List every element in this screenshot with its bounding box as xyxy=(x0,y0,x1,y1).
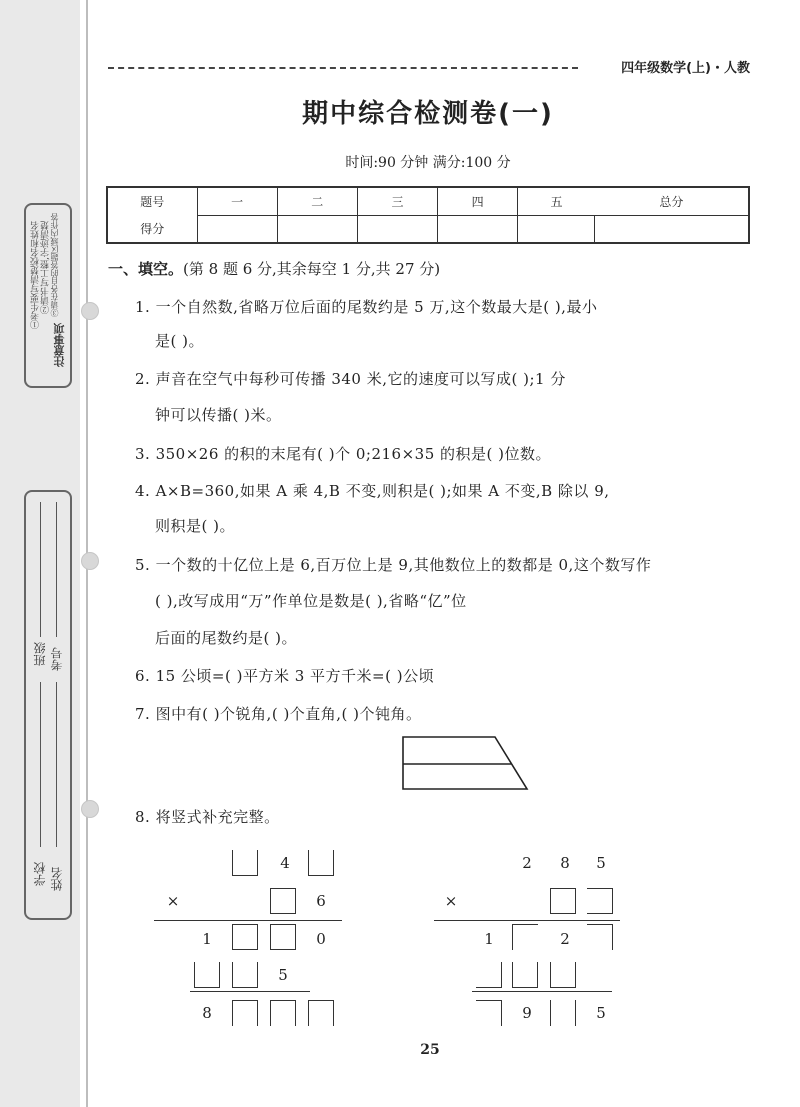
score-input[interactable] xyxy=(357,215,437,243)
digit-box[interactable] xyxy=(476,1000,502,1026)
question-4: 4. A×B=360,如果 A 乘 4,B 不变,则积是( );如果 A 不变,B 除以 9, xyxy=(135,482,610,500)
trapezoid-shape xyxy=(403,737,527,789)
section-note: (第 8 题 6 分,其余每空 1 分,共 27 分) xyxy=(183,260,441,278)
sum-line xyxy=(190,991,310,992)
score-cell: 题号 xyxy=(107,187,197,215)
digit-box[interactable] xyxy=(270,888,296,914)
score-input[interactable] xyxy=(277,215,357,243)
score-input[interactable] xyxy=(518,215,595,243)
question-1: 1. 一个自然数,省略万位后面的尾数约是 5 万,这个数最大是( ),最小 xyxy=(135,298,598,316)
score-cell: 五 xyxy=(518,187,595,215)
digit: 1 xyxy=(484,930,494,948)
page-number: 25 xyxy=(420,1042,440,1058)
digit-box[interactable] xyxy=(550,1000,576,1026)
score-cell: 得分 xyxy=(107,215,197,243)
section-heading xyxy=(108,258,440,279)
section-title: 一、填空。 xyxy=(108,260,184,278)
score-input[interactable] xyxy=(438,215,518,243)
score-input[interactable] xyxy=(197,215,277,243)
digit-box[interactable] xyxy=(232,962,258,988)
score-cell: 四 xyxy=(438,187,518,215)
question-5-cont: ( ),改写成用“万”作单位是数是( ),省略“亿”位 xyxy=(155,592,467,610)
notes-line: ②请书写工整,字迹清楚 xyxy=(41,221,51,314)
notes-line: ③请在各自的答题区域内作答 xyxy=(50,213,59,317)
digit-box[interactable] xyxy=(270,924,296,950)
digit: 8 xyxy=(202,1004,212,1022)
digit: 2 xyxy=(522,854,532,872)
question-2-cont: 钟可以传播( )米。 xyxy=(155,406,282,424)
score-cell: 总分 xyxy=(595,187,749,215)
page-title: 期中综合检测卷(一) xyxy=(302,99,554,129)
digit-box[interactable] xyxy=(512,924,538,950)
digit: 5 xyxy=(596,1004,606,1022)
digit: 5 xyxy=(278,966,288,984)
question-5: 5. 一个数的十亿位上是 6,百万位上是 9,其他数位上的数都是 0,这个数写作 xyxy=(135,556,652,574)
digit-box[interactable] xyxy=(587,924,613,950)
score-cell: 二 xyxy=(277,187,357,215)
fill-line xyxy=(40,682,41,847)
question-7: 7. 图中有( )个锐角,( )个直角,( )个钝角。 xyxy=(135,705,422,723)
score-cell: 三 xyxy=(357,187,437,215)
header-dash-line xyxy=(108,67,578,69)
score-header-row xyxy=(107,187,749,215)
exam-number-label: 考号 xyxy=(50,647,64,671)
notes-title: 注意事项 xyxy=(53,323,66,367)
digit-box[interactable] xyxy=(232,850,258,876)
digit-box[interactable] xyxy=(308,1000,334,1026)
fill-line xyxy=(56,682,57,847)
digit-box[interactable] xyxy=(232,924,258,950)
digit: 5 xyxy=(596,854,606,872)
sum-line xyxy=(472,991,612,992)
digit-box[interactable] xyxy=(512,962,538,988)
score-table xyxy=(106,186,750,244)
digit-box[interactable] xyxy=(232,1000,258,1026)
series-label: 四年级数学(上)・人教 xyxy=(621,61,750,76)
fill-line xyxy=(56,502,57,637)
digit: 6 xyxy=(316,892,326,910)
exam-info: 时间:90 分钟 满分:100 分 xyxy=(345,155,511,171)
question-8: 8. 将竖式补充完整。 xyxy=(135,808,280,826)
digit: 4 xyxy=(280,854,290,872)
score-cell: 一 xyxy=(197,187,277,215)
digit-box[interactable] xyxy=(587,888,613,914)
digit-box[interactable] xyxy=(194,962,220,988)
student-info-panel xyxy=(24,490,72,920)
punch-hole xyxy=(81,302,99,320)
notes-panel xyxy=(24,203,72,388)
result-line xyxy=(154,920,342,921)
notes-line: ①考生要写清楚校名和姓名 xyxy=(31,221,41,329)
digit: 9 xyxy=(522,1004,532,1022)
question-4-cont: 则积是( )。 xyxy=(155,517,235,535)
angle-figure xyxy=(400,735,530,791)
class-label: 班级 xyxy=(33,642,47,666)
digit-box[interactable] xyxy=(476,962,502,988)
digit-box[interactable] xyxy=(550,888,576,914)
digit-box[interactable] xyxy=(550,962,576,988)
fill-line xyxy=(40,502,41,637)
digit-box[interactable] xyxy=(270,1000,296,1026)
digit-box[interactable] xyxy=(308,850,334,876)
digit: 2 xyxy=(560,930,570,948)
question-3: 3. 350×26 的积的末尾有( )个 0;216×35 的积是( )位数。 xyxy=(135,445,551,463)
digit: 1 xyxy=(202,930,212,948)
multiply-sign: × xyxy=(166,892,180,910)
name-label: 姓名 xyxy=(50,867,64,891)
result-line xyxy=(434,920,620,921)
question-5-cont: 后面的尾数约是( )。 xyxy=(155,629,297,647)
score-value-row xyxy=(107,215,749,243)
score-input[interactable] xyxy=(595,215,749,243)
question-1-cont: 是( )。 xyxy=(155,332,204,350)
vertical-multiplication-left xyxy=(150,846,345,1031)
digit: 0 xyxy=(316,930,326,948)
question-2: 2. 声音在空气中每秒可传播 340 米,它的速度可以写成( );1 分 xyxy=(135,370,566,388)
question-6: 6. 15 公顷=( )平方米 3 平方千米=( )公顷 xyxy=(135,667,435,685)
punch-hole xyxy=(81,552,99,570)
school-label: 学校 xyxy=(33,862,47,886)
vertical-multiplication-right xyxy=(432,846,627,1031)
punch-hole xyxy=(81,800,99,818)
digit: 8 xyxy=(560,854,570,872)
multiply-sign: × xyxy=(444,892,458,910)
